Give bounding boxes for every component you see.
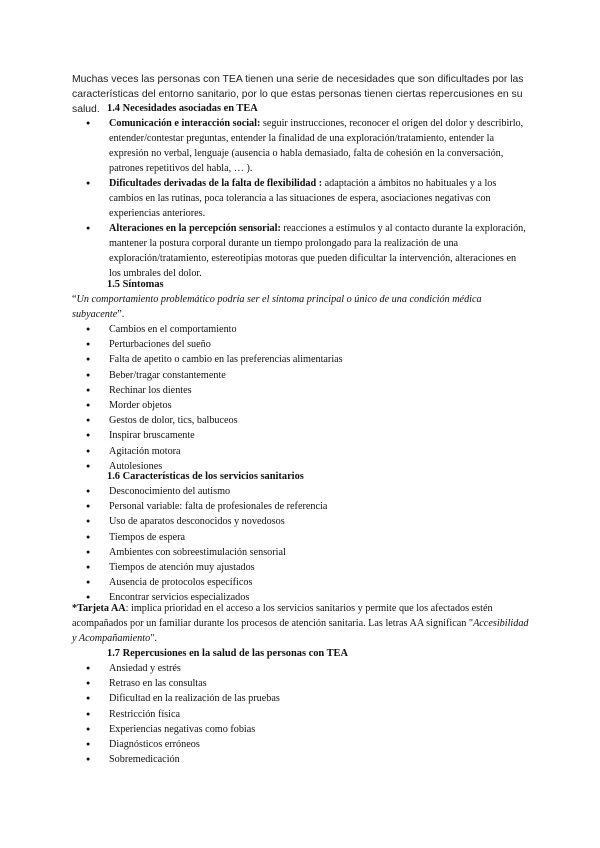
intro-paragraph: Muchas veces las personas con TEA tienen una serie de necesidades que son dificultades por las características del entorno sanitario, por lo que estas personas tienen ciertas repercusiones en su salud. [72, 74, 524, 115]
list-item: ● Inspirar bruscamente [86, 428, 530, 443]
list-item: ● Beber/tragar constantemente [86, 368, 530, 383]
list-item: ● Ausencia de protocolos específicos [86, 575, 530, 590]
list-item: ● Tiempos de espera [86, 530, 530, 545]
needs-list [86, 116, 530, 281]
list-item: ● Retraso en las consultas [86, 676, 530, 691]
list-item: ● Falta de apetito o cambio en las preferencias alimentarias [86, 352, 530, 367]
list-item: ● Agitación motora [86, 444, 530, 459]
list-item: ● Dificultades derivadas de la falta de flexibilidad : adaptación a ámbitos no habituales y a los cambios en las rutinas, poca tolerancia a las situaciones de espera, asociaciones negativas con experiencias anteriores. [86, 176, 530, 221]
list-item: ● Sobremedicación [86, 752, 530, 767]
symptom-quote: “Un comportamiento problemático podría ser el síntoma principal o único de una condición médica subyacente”. [72, 294, 482, 320]
services-list [86, 484, 530, 606]
list-item: ● Perturbaciones del sueño [86, 337, 530, 352]
repercussions-list [86, 661, 530, 767]
tarjeta-note: *Tarjeta AA: implica prioridad en el acceso a los servicios sanitarios y permite que los afectados estén acompañados por un familiar durante los procesos de atención sanitaria. Las letras AA significan "Accesibilidad y Acompañamiento". [72, 603, 529, 644]
list-item: ● Personal variable: falta de profesionales de referencia [86, 499, 530, 514]
list-item: ● Uso de aparatos desconocidos y novedosos [86, 514, 530, 529]
heading-1-6: 1.6 Características de los servicios sanitarios [107, 471, 304, 482]
list-item: ● Diagnósticos erróneos [86, 737, 530, 752]
list-item: ● Encontrar servicios especializados [86, 590, 530, 605]
heading-1-7: 1.7 Repercusiones en la salud de las personas con TEA [107, 648, 348, 659]
list-item: ● Autolesiones [86, 459, 530, 474]
symptoms-list [86, 322, 530, 474]
list-item: ● Ansiedad y estrés [86, 661, 530, 676]
list-item: ● Desconocimiento del autismo [86, 484, 530, 499]
list-item: ● Morder objetos [86, 398, 530, 413]
list-item: ● Alteraciones en la percepción sensorial: reacciones a estímulos y al contacto durante la exploración, mantener la postura corporal durante un tiempo prolongado para la realización de una exploración/tratamiento, estereotipias motoras que pueden dificultar la intervención, alteraciones en los umbrales del dolor. [86, 221, 530, 281]
heading-1-4: 1.4 Necesidades asociadas en TEA [107, 103, 258, 114]
list-item: ● Ambientes con sobreestimulación sensorial [86, 545, 530, 560]
list-item: ● Experiencias negativas como fobias [86, 722, 530, 737]
list-item: ● Rechinar los dientes [86, 383, 530, 398]
list-item: ● Gestos de dolor, tics, balbuceos [86, 413, 530, 428]
list-item: ● Tiempos de atención muy ajustados [86, 560, 530, 575]
list-item: ● Cambios en el comportamiento [86, 322, 530, 337]
list-item: ● Restricción física [86, 707, 530, 722]
heading-1-5: 1.5 Síntomas [107, 279, 164, 290]
list-item: ● Comunicación e interacción social: seguir instrucciones, reconocer el origen del dolor y describirlo, entender/contestar preguntas, entender la finalidad de una exploración/tratamiento, entender la expresión no verbal, lenguaje (ausencia o habla demasiado, falta de cohesión en la conversación, patrones repetitivos del habla, … ). [86, 116, 530, 176]
list-item: ● Dificultad en la realización de las pruebas [86, 691, 530, 706]
